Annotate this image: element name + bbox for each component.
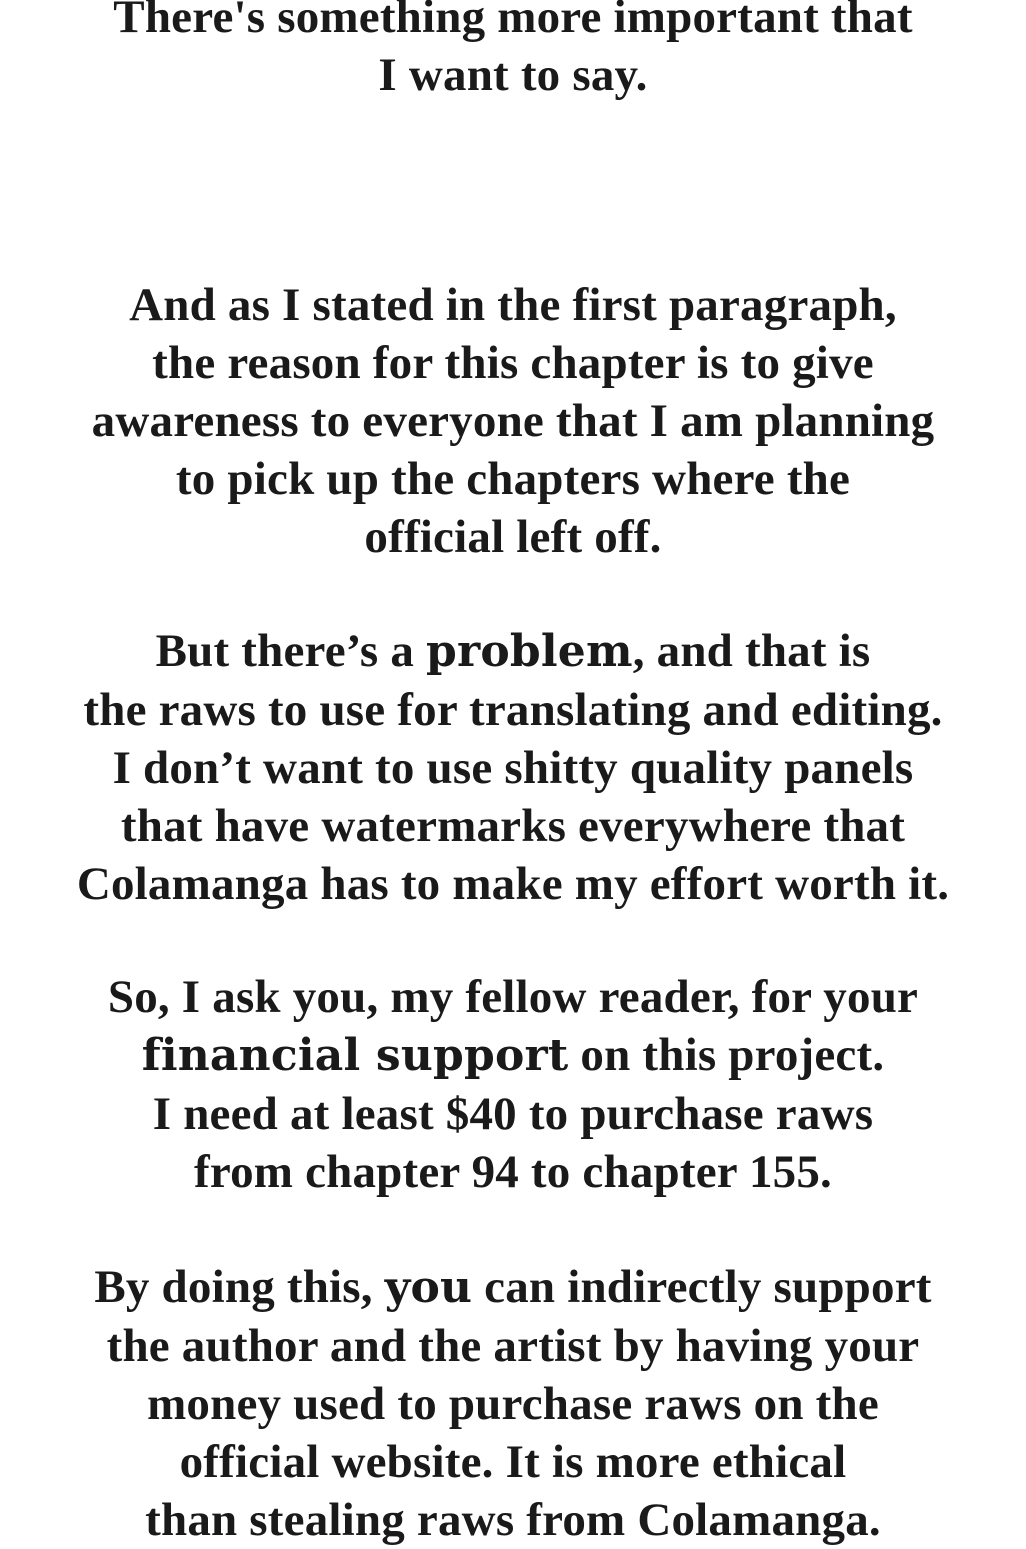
- text-line: [0, 508, 1026, 566]
- paragraph-intro: [0, 0, 1026, 104]
- text-segment: official left off.: [364, 511, 662, 563]
- text-line: [0, 0, 1026, 46]
- text-segment: And as I stated in the first paragraph,: [129, 279, 897, 331]
- paragraph-support: [0, 1258, 1026, 1549]
- text-segment: I need at least $40 to purchase raws: [152, 1088, 874, 1140]
- text-segment: I want to say.: [378, 49, 648, 101]
- text-segment: official website. It is more ethical: [179, 1436, 847, 1488]
- text-line: [0, 739, 1026, 797]
- text-segment: awareness to everyone that I am planning: [91, 395, 935, 447]
- text-line: [0, 46, 1026, 104]
- text-line: [0, 392, 1026, 450]
- text-line: [0, 855, 1026, 913]
- text-segment: the author and the artist by having your: [106, 1320, 920, 1372]
- text-line: [0, 681, 1026, 739]
- text-segment: Colamanga has to make my effort worth it.: [76, 858, 950, 910]
- text-line: [0, 1143, 1026, 1201]
- text-line: [0, 1375, 1026, 1433]
- paragraph-purpose: [0, 276, 1026, 566]
- text-segment: So, I ask you, my fellow reader, for your: [107, 971, 919, 1023]
- text-line: [0, 1317, 1026, 1375]
- text-segment: on this project.: [568, 1029, 885, 1081]
- text-line: [0, 1085, 1026, 1143]
- text-segment: than stealing raws from Colamanga.: [145, 1494, 881, 1546]
- text-segment: to pick up the chapters where the: [175, 453, 851, 505]
- text-segment: can indirectly support: [472, 1261, 932, 1313]
- emphasized-text: you: [384, 1262, 473, 1313]
- text-line: [0, 334, 1026, 392]
- text-segment: But there’s a: [155, 625, 426, 677]
- text-segment: By doing this,: [94, 1261, 385, 1313]
- text-segment: the raws to use for translating and editing.: [83, 684, 943, 736]
- text-segment: the reason for this chapter is to give: [152, 337, 874, 389]
- emphasized-text: financial support: [141, 1030, 569, 1081]
- text-line: [0, 276, 1026, 334]
- paragraph-request: [0, 968, 1026, 1201]
- emphasized-text: problem: [426, 626, 633, 677]
- text-line: [0, 1258, 1026, 1317]
- text-segment: I don’t want to use shitty quality panels: [112, 742, 914, 794]
- text-line: [0, 1491, 1026, 1549]
- text-segment: that have watermarks everywhere that: [120, 800, 906, 852]
- text-line: [0, 797, 1026, 855]
- text-line: [0, 968, 1026, 1026]
- text-line: [0, 1433, 1026, 1491]
- text-segment: money used to purchase raws on the: [147, 1378, 879, 1430]
- text-line: [0, 450, 1026, 508]
- text-segment: There's something more important that: [113, 0, 913, 43]
- text-line: [0, 1026, 1026, 1085]
- text-segment: from chapter 94 to chapter 155.: [194, 1146, 832, 1198]
- paragraph-problem: [0, 622, 1026, 913]
- text-line: [0, 622, 1026, 681]
- text-segment: , and that is: [632, 625, 871, 677]
